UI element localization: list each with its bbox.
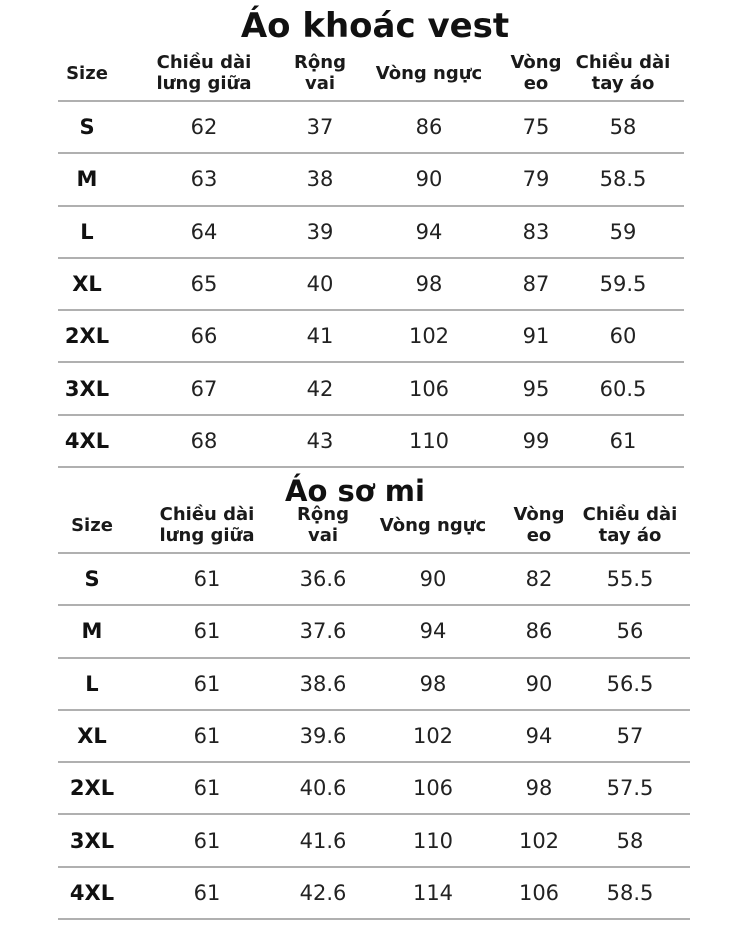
size-cell: 3XL [64,376,110,401]
sleeve-length-cell: 60.5 [599,376,647,401]
header-size: Size [71,514,113,536]
back-length-cell: 61 [193,880,221,905]
header-back-length [116,46,292,100]
size-cell: 3XL [69,828,115,853]
waist-cell: 90 [525,671,553,696]
shoulder-cell: 38.6 [299,671,347,696]
table-row [58,259,684,311]
sleeve-length-cell: 59.5 [599,272,647,297]
back-length-cell: 61 [193,619,221,644]
shoulder-cell: 39.6 [299,724,347,749]
size-cell: S [84,567,100,592]
size-cell: M [76,167,98,192]
header-back-length [126,498,288,552]
waist-cell: 87 [522,272,550,297]
chest-cell: 94 [419,619,447,644]
size-cell: L [85,671,99,696]
table-header-row [58,46,684,102]
shoulder-cell: 43 [306,428,334,453]
shirt-size-table [58,498,690,920]
table-row [58,606,690,658]
shirt-table-title: Áo sơ mi [285,474,425,508]
waist-cell: 83 [522,219,550,244]
chest-cell: 106 [408,376,450,401]
shoulder-cell: 41.6 [299,828,347,853]
table-row [58,711,690,763]
table-row [58,311,684,363]
chest-cell: 98 [415,272,443,297]
header-size: Size [66,62,108,84]
chest-cell: 90 [419,567,447,592]
waist-cell: 91 [522,324,550,349]
waist-cell: 86 [525,619,553,644]
header-chest: Vòng ngực [379,514,487,536]
chest-cell: 102 [412,724,454,749]
table-row [58,868,690,920]
waist-cell: 98 [525,776,553,801]
shoulder-cell: 42.6 [299,880,347,905]
size-cell: S [79,115,95,140]
shoulder-cell: 41 [306,324,334,349]
back-length-cell: 62 [190,115,218,140]
sleeve-length-cell: 57 [616,724,644,749]
back-length-cell: 61 [193,671,221,696]
vest-size-table [58,46,684,468]
chest-cell: 86 [415,115,443,140]
back-length-cell: 61 [193,567,221,592]
chest-cell: 102 [408,324,450,349]
back-length-cell: 63 [190,167,218,192]
size-cell: 4XL [69,880,115,905]
size-cell: 2XL [64,324,110,349]
table-row [58,815,690,867]
waist-cell: 94 [525,724,553,749]
vest-table-body [58,102,684,468]
table-row [58,763,690,815]
size-cell: L [80,219,94,244]
sleeve-length-cell: 57.5 [606,776,654,801]
back-length-cell: 61 [193,828,221,853]
waist-cell: 75 [522,115,550,140]
header-shoulder: Rộng vai [294,52,346,94]
table-row [58,416,684,468]
sleeve-length-cell: 55.5 [606,567,654,592]
vest-table-title: Áo khoác vest [240,6,510,46]
shirt-table-body [58,554,690,920]
header-waist: Vòng eo [513,504,565,546]
back-length-cell: 68 [190,428,218,453]
header-shoulder: Rộng vai [297,504,349,546]
chest-cell: 114 [412,880,454,905]
sleeve-length-cell: 58 [609,115,637,140]
back-length-cell: 61 [193,776,221,801]
back-length-cell: 65 [190,272,218,297]
shoulder-cell: 40 [306,272,334,297]
sleeve-length-cell: 61 [609,428,637,453]
chest-cell: 106 [412,776,454,801]
header-sleeve-length-line2: tay áo [598,525,662,546]
sleeve-length-cell: 56.5 [606,671,654,696]
table-row [58,363,684,415]
header-sleeve-length-line2: tay áo [591,73,655,94]
shoulder-cell: 42 [306,376,334,401]
waist-cell: 82 [525,567,553,592]
table-row [58,554,690,606]
chest-cell: 110 [412,828,454,853]
waist-cell: 99 [522,428,550,453]
table-row [58,207,684,259]
waist-cell: 79 [522,167,550,192]
sleeve-length-cell: 58 [616,828,644,853]
table-header-row [58,498,690,554]
header-back-length-line2: lưng giữa [159,525,255,546]
shoulder-cell: 40.6 [299,776,347,801]
shoulder-cell: 37 [306,115,334,140]
header-sleeve-length-line1: Chiều dài [575,52,671,73]
header-sleeve-length [570,498,690,552]
sleeve-length-cell: 56 [616,619,644,644]
sleeve-length-cell: 58.5 [606,880,654,905]
size-cell: M [81,619,103,644]
shoulder-cell: 36.6 [299,567,347,592]
chest-cell: 110 [408,428,450,453]
table-row [58,659,690,711]
waist-cell: 106 [518,880,560,905]
sleeve-length-cell: 59 [609,219,637,244]
chest-cell: 94 [415,219,443,244]
header-sleeve-length [562,46,684,100]
back-length-cell: 66 [190,324,218,349]
chest-cell: 98 [419,671,447,696]
header-back-length-line1: Chiều dài [159,504,255,525]
header-chest: Vòng ngực [375,62,483,84]
header-back-length-line1: Chiều dài [156,52,252,73]
table-row [58,102,684,154]
header-back-length-line2: lưng giữa [156,73,252,94]
header-sleeve-length-line1: Chiều dài [582,504,678,525]
size-cell: XL [77,724,107,749]
back-length-cell: 67 [190,376,218,401]
shoulder-cell: 39 [306,219,334,244]
size-cell: XL [72,272,102,297]
waist-cell: 95 [522,376,550,401]
back-length-cell: 64 [190,219,218,244]
sleeve-length-cell: 60 [609,324,637,349]
shoulder-cell: 38 [306,167,334,192]
header-waist: Vòng eo [510,52,562,94]
waist-cell: 102 [518,828,560,853]
chest-cell: 90 [415,167,443,192]
table-row [58,154,684,206]
size-cell: 2XL [69,776,115,801]
shoulder-cell: 37.6 [299,619,347,644]
back-length-cell: 61 [193,724,221,749]
sleeve-length-cell: 58.5 [599,167,647,192]
size-cell: 4XL [64,428,110,453]
